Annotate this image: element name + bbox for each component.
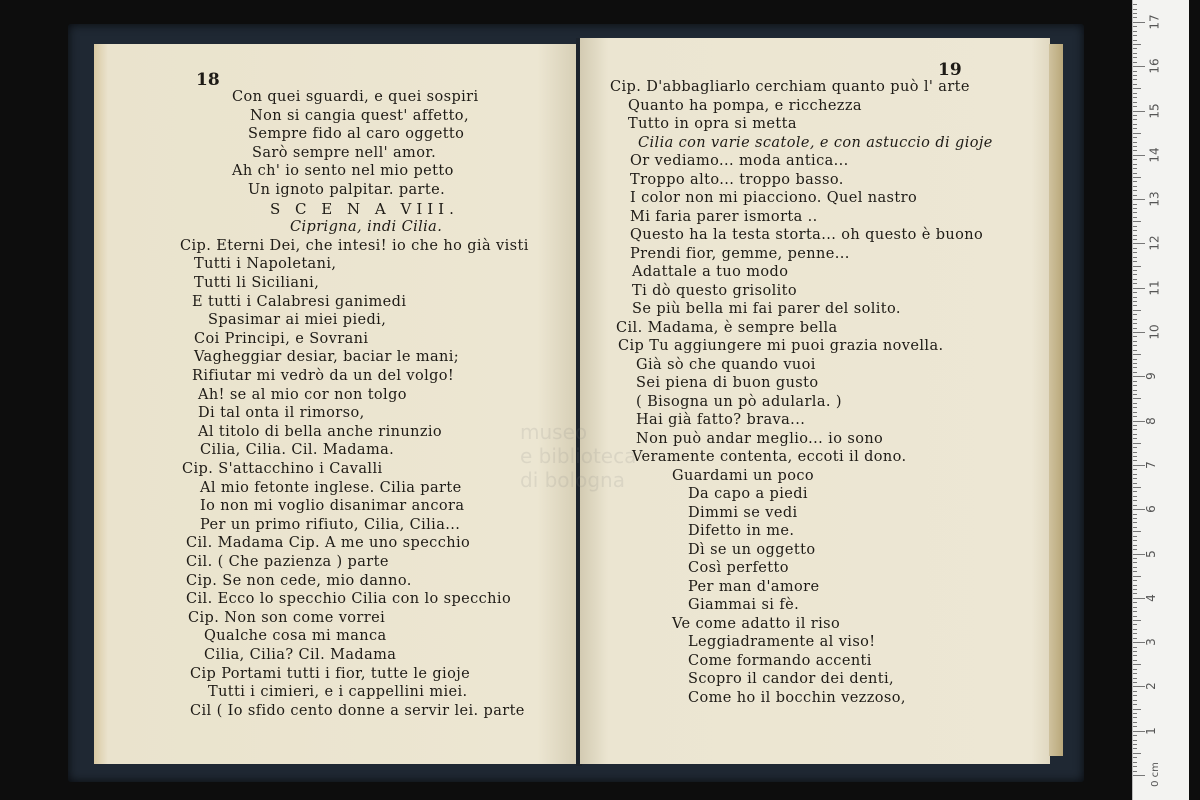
text-line: Prendi fior, gemme, penne...	[630, 245, 850, 262]
ruler-tick	[1133, 190, 1137, 191]
ruler-tick	[1133, 438, 1137, 439]
ruler-tick	[1133, 212, 1137, 213]
text-line: Mi faria parer ismorta ..	[630, 208, 818, 225]
ruler-tick	[1133, 350, 1137, 351]
ruler-tick	[1133, 128, 1137, 129]
ruler-tick	[1133, 647, 1137, 648]
ruler-tick	[1133, 522, 1137, 523]
text-line: Sempre fido al caro oggetto	[248, 126, 465, 143]
ruler-number: 1	[1143, 726, 1158, 735]
text-line: Giammai si fè.	[688, 597, 800, 613]
text-line: Cil. Ecco lo specchio Cilia con lo specchio	[186, 591, 512, 608]
ruler-tick	[1133, 607, 1137, 608]
ruler-tick	[1133, 119, 1137, 120]
text-line: Coi Principi, e Sovrani	[194, 330, 369, 347]
ruler-tick	[1133, 740, 1137, 741]
ruler-tick	[1133, 88, 1141, 89]
ruler-tick	[1133, 669, 1137, 670]
text-line: Al mio fetonte inglese. Cilia parte	[200, 479, 462, 496]
ruler-tick	[1133, 323, 1137, 324]
ruler-tick	[1133, 9, 1137, 10]
text-line: I color non mi piacciono. Quel nastro	[630, 190, 918, 206]
ruler-tick	[1133, 314, 1137, 315]
text-line: Non si cangia quest' affetto,	[250, 107, 469, 124]
ruler-tick	[1133, 186, 1137, 187]
text-line: Cilia con varie scatole, e con astuccio di gioje	[638, 134, 993, 151]
ruler-tick	[1133, 611, 1137, 612]
ruler-tick	[1133, 75, 1137, 76]
ruler-tick	[1133, 332, 1145, 333]
ruler-tick	[1133, 208, 1137, 209]
ruler-number: 3	[1143, 638, 1158, 646]
page-edges	[1049, 44, 1063, 756]
ruler-tick	[1133, 31, 1137, 32]
ruler-tick	[1133, 571, 1137, 572]
ruler-number: 17	[1147, 14, 1162, 30]
ruler-tick	[1133, 678, 1137, 679]
ruler-number: 10	[1147, 324, 1162, 340]
ruler-number: 9	[1143, 372, 1158, 381]
ruler-tick	[1133, 48, 1137, 49]
ruler-tick	[1133, 173, 1137, 174]
ruler-tick	[1133, 367, 1137, 368]
text-line: Sarò sempre nell' amor.	[252, 144, 437, 161]
ruler-tick	[1133, 496, 1137, 497]
watermark-line: di bologna	[520, 468, 625, 492]
ruler-tick	[1133, 514, 1137, 515]
ruler-number: 5	[1143, 549, 1158, 558]
ruler-tick	[1133, 261, 1137, 262]
ruler-number: 2	[1143, 682, 1158, 691]
ruler-tick	[1133, 230, 1137, 231]
ruler-tick	[1133, 762, 1137, 763]
ruler-number: 14	[1147, 147, 1162, 163]
ruler-tick	[1133, 695, 1137, 696]
text-line: Guardami un poco	[672, 467, 814, 484]
ruler-tick	[1133, 341, 1137, 342]
text-line: Leggiadramente al viso!	[688, 634, 876, 650]
ruler-tick	[1133, 456, 1137, 457]
ruler-tick	[1133, 13, 1137, 14]
ruler-tick	[1133, 385, 1137, 386]
text-line: Or vediamo... moda antica...	[630, 153, 849, 169]
ruler-tick	[1133, 717, 1137, 718]
text-line: Veramente contenta, eccoti il dono.	[632, 449, 907, 465]
page-number: 18	[196, 70, 220, 90]
ruler-tick	[1133, 664, 1141, 665]
ruler-tick	[1133, 726, 1137, 727]
text-line: Troppo alto... troppo basso.	[630, 171, 844, 188]
ruler-tick	[1133, 106, 1137, 107]
text-line: Cip. D'abbagliarlo cerchiam quanto può l' arte	[610, 79, 970, 95]
ruler-tick	[1133, 567, 1137, 568]
text-line: Con quei sguardi, e quei sospiri	[232, 89, 479, 105]
text-line: Hai già fatto? brava...	[636, 412, 806, 428]
ruler-tick	[1133, 35, 1137, 36]
ruler-tick	[1133, 336, 1137, 337]
text-line: Adattale a tuo modo	[632, 264, 789, 280]
ruler-tick	[1133, 624, 1137, 625]
text-line: Cil. Madama Cip. A me uno specchio	[186, 535, 471, 552]
ruler-tick	[1133, 704, 1137, 705]
ruler-tick	[1133, 558, 1137, 559]
ruler-tick	[1133, 580, 1137, 581]
ruler-tick	[1133, 487, 1141, 488]
ruler-tick	[1133, 62, 1137, 63]
text-line: Vagheggiar desiar, baciar le mani;	[194, 349, 460, 366]
ruler-tick	[1133, 562, 1137, 563]
ruler-tick	[1133, 221, 1141, 222]
ruler-tick	[1133, 505, 1137, 506]
ruler-tick	[1133, 722, 1137, 723]
text-line: Difetto in me.	[688, 523, 795, 539]
ruler-tick	[1133, 394, 1137, 395]
ruler-tick	[1133, 71, 1137, 72]
ruler-tick	[1133, 775, 1145, 776]
measurement-ruler	[1132, 0, 1189, 800]
text-line: Ah! se al mio cor non tolgo	[198, 386, 407, 403]
text-line: Come ho il bocchin vezzoso,	[688, 689, 906, 706]
text-line: Cip. Eterni Dei, che intesi! io che ho già visti	[180, 237, 529, 254]
ruler-tick	[1133, 310, 1141, 311]
text-line: Sei piena di buon gusto	[636, 375, 819, 391]
ruler-tick	[1133, 124, 1137, 125]
ruler-tick	[1133, 602, 1137, 603]
ruler-tick	[1133, 735, 1137, 736]
ruler-tick	[1133, 748, 1137, 749]
ruler-tick	[1133, 44, 1141, 45]
ruler-tick	[1133, 217, 1137, 218]
text-line: Un ignoto palpitar. parte.	[248, 182, 446, 198]
ruler-tick	[1133, 66, 1145, 67]
ruler-tick	[1133, 416, 1137, 417]
ruler-tick	[1133, 709, 1141, 710]
ruler-tick	[1133, 168, 1137, 169]
ruler-tick	[1133, 585, 1137, 586]
ruler-number: 8	[1143, 416, 1158, 425]
ruler-tick	[1133, 257, 1137, 258]
ruler-tick	[1133, 434, 1137, 435]
ruler-tick	[1133, 270, 1137, 271]
text-line: Cilia, Cilia? Cil. Madama	[204, 647, 397, 663]
ruler-tick	[1133, 691, 1137, 692]
ruler-tick	[1133, 483, 1137, 484]
ruler-tick	[1133, 111, 1145, 112]
text-line: Tutto in opra si metta	[628, 116, 797, 132]
text-line: Quanto ha pompa, e ricchezza	[628, 97, 862, 114]
text-line: Tutti li Siciliani,	[194, 275, 320, 291]
ruler-tick	[1133, 593, 1137, 594]
ruler-tick	[1133, 279, 1137, 280]
ruler-tick	[1133, 301, 1137, 302]
text-line: Dì se un oggetto	[688, 541, 816, 558]
ruler-tick	[1133, 633, 1137, 634]
ruler-tick	[1133, 651, 1137, 652]
ruler-tick	[1133, 4, 1137, 5]
ruler-tick	[1133, 354, 1141, 355]
ruler-tick	[1133, 248, 1137, 249]
ruler-tick	[1133, 133, 1141, 134]
ruler-tick	[1133, 328, 1137, 329]
ruler-tick	[1133, 239, 1137, 240]
ruler-tick	[1133, 97, 1137, 98]
ruler-tick	[1133, 673, 1137, 674]
ruler-tick	[1133, 146, 1137, 147]
text-line: Rifiutar mi vedrò da un del volgo!	[192, 368, 455, 384]
text-line: Cil ( Io sfido cento donne a servir lei. parte	[190, 702, 525, 719]
text-line: Ah ch' io sento nel mio petto	[232, 163, 454, 180]
watermark	[520, 420, 690, 530]
ruler-number: 6	[1143, 505, 1158, 514]
ruler-tick	[1133, 757, 1137, 758]
ruler-tick	[1133, 474, 1137, 475]
ruler-tick	[1133, 536, 1137, 537]
ruler-tick	[1133, 288, 1145, 289]
text-line: Di tal onta il rimorso,	[198, 405, 365, 422]
ruler-tick	[1133, 22, 1145, 23]
ruler-tick	[1133, 292, 1137, 293]
ruler-tick	[1133, 398, 1141, 399]
text-line: Qualche cosa mi manca	[204, 628, 387, 645]
ruler-tick	[1133, 447, 1137, 448]
ruler-tick	[1133, 744, 1137, 745]
ruler-tick	[1133, 115, 1137, 116]
ruler-tick	[1133, 549, 1137, 550]
ruler-number: 16	[1147, 58, 1162, 74]
text-line: Io non mi voglio disanimar ancora	[200, 498, 465, 515]
text-line: Scopro il candor dei denti,	[688, 671, 895, 687]
ruler-tick	[1133, 363, 1137, 364]
ruler-number: 15	[1147, 102, 1162, 119]
ruler-tick	[1133, 243, 1145, 244]
ruler-tick	[1133, 199, 1145, 200]
text-line: Per man d'amore	[688, 578, 820, 595]
ruler-tick	[1133, 17, 1137, 18]
text-line: Dimmi se vedi	[688, 504, 798, 521]
ruler-tick	[1133, 164, 1137, 165]
ruler-tick	[1133, 589, 1137, 590]
ruler-tick	[1133, 319, 1137, 320]
ruler-tick	[1133, 372, 1137, 373]
ruler-number: 11	[1147, 280, 1162, 296]
ruler-number: 7	[1143, 461, 1158, 469]
text-line: Cip Portami tutti i fior, tutte le gioje	[190, 665, 471, 682]
ruler-tick	[1133, 102, 1137, 103]
ruler-tick	[1133, 407, 1137, 408]
left-page	[94, 44, 576, 764]
ruler-tick	[1133, 204, 1137, 205]
ruler-tick	[1133, 766, 1137, 767]
ruler-tick	[1133, 252, 1137, 253]
ruler-unit: 0 cm	[1149, 762, 1161, 787]
text-line: Cilia, Cilia. Cil. Madama.	[200, 442, 395, 459]
ruler-tick	[1133, 638, 1137, 639]
ruler-tick	[1133, 620, 1141, 621]
text-line: Ciprigna, indi Cilia.	[290, 219, 443, 236]
ruler-tick	[1133, 660, 1137, 661]
ruler-tick	[1133, 655, 1137, 656]
ruler-tick	[1133, 469, 1137, 470]
text-line: E tutti i Calabresi ganimedi	[192, 293, 407, 310]
ruler-tick	[1133, 159, 1137, 160]
ruler-tick	[1133, 40, 1137, 41]
ruler-tick	[1133, 518, 1137, 519]
right-page	[580, 38, 1050, 764]
ruler-tick	[1133, 429, 1137, 430]
ruler-tick	[1133, 226, 1137, 227]
ruler-tick	[1133, 283, 1137, 284]
watermark-line: museo	[520, 420, 588, 444]
ruler-tick	[1133, 26, 1137, 27]
ruler-tick	[1133, 425, 1137, 426]
ruler-tick	[1133, 713, 1137, 714]
ruler-tick	[1133, 500, 1137, 501]
ruler-tick	[1133, 177, 1141, 178]
ruler-tick	[1133, 531, 1141, 532]
ruler-number: 13	[1147, 191, 1162, 207]
ruler-tick	[1133, 274, 1137, 275]
text-line: Spasimar ai miei piedi,	[208, 312, 387, 329]
ruler-tick	[1133, 155, 1145, 156]
text-line: Da capo a piedi	[688, 486, 808, 502]
ruler-tick	[1133, 771, 1137, 772]
text-line: Tutti i Napoletani,	[194, 256, 337, 273]
text-line: Ve come adatto il riso	[672, 615, 841, 632]
text-line: Per un primo rifiuto, Cilia, Cilia...	[200, 516, 461, 533]
ruler-tick	[1133, 142, 1137, 143]
ruler-tick	[1133, 84, 1137, 85]
ruler-tick	[1133, 150, 1137, 151]
ruler-tick	[1133, 381, 1137, 382]
page-number: 19	[938, 60, 962, 80]
ruler-tick	[1133, 527, 1137, 528]
ruler-tick	[1133, 545, 1137, 546]
ruler-tick	[1133, 576, 1141, 577]
text-line: ( Bisogna un pò adularla. )	[636, 393, 842, 410]
ruler-tick	[1133, 753, 1141, 754]
text-line: S C E N A VIII.	[270, 199, 459, 218]
ruler-number: 4	[1143, 593, 1158, 602]
text-line: Cip. Non son come vorrei	[188, 609, 386, 626]
ruler-tick	[1133, 195, 1137, 196]
text-line: Ti dò questo grisolito	[632, 282, 798, 299]
ruler-tick	[1133, 403, 1137, 404]
ruler-tick	[1133, 412, 1137, 413]
ruler-tick	[1133, 359, 1137, 360]
ruler-tick	[1133, 305, 1137, 306]
text-line: Cip Tu aggiungere mi puoi grazia novella.	[618, 338, 944, 354]
ruler-tick	[1133, 235, 1137, 236]
text-line: Tutti i cimieri, e i cappellini miei.	[208, 684, 468, 701]
text-line: Non può andar meglio... io sono	[636, 430, 884, 447]
ruler-tick	[1133, 345, 1137, 346]
ruler-tick	[1133, 181, 1137, 182]
watermark-line: e biblioteca	[520, 444, 637, 468]
text-line: Cip. Se non cede, mio danno.	[186, 572, 412, 589]
ruler-tick	[1133, 700, 1137, 701]
text-line: Cip. S'attacchino i Cavalli	[182, 461, 383, 477]
text-line: Già sò che quando vuoi	[636, 356, 816, 373]
ruler-tick	[1133, 93, 1137, 94]
ruler-tick	[1133, 616, 1137, 617]
ruler-tick	[1133, 629, 1137, 630]
ruler-tick	[1133, 390, 1137, 391]
text-line: Come formando accenti	[688, 652, 872, 669]
ruler-tick	[1133, 266, 1141, 267]
ruler-tick	[1133, 79, 1137, 80]
ruler-tick	[1133, 682, 1137, 683]
text-line: Cil. ( Che pazienza ) parte	[186, 554, 389, 570]
text-line: Questo ha la testa storta... oh questo è buono	[630, 227, 984, 243]
ruler-number: 12	[1147, 235, 1162, 252]
text-line: Cil. Madama, è sempre bella	[616, 319, 838, 336]
ruler-tick	[1133, 53, 1137, 54]
text-line: Così perfetto	[688, 560, 789, 576]
ruler-tick	[1133, 491, 1137, 492]
ruler-tick	[1133, 297, 1137, 298]
ruler-tick	[1133, 443, 1141, 444]
text-line: Se più bella mi fai parer del solito.	[632, 301, 901, 317]
ruler-tick	[1133, 540, 1137, 541]
ruler-tick	[1133, 452, 1137, 453]
text-line: Al titolo di bella anche rinunzio	[198, 423, 443, 440]
ruler-tick	[1133, 57, 1137, 58]
ruler-tick	[1133, 478, 1137, 479]
ruler-tick	[1133, 460, 1137, 461]
ruler-tick	[1133, 137, 1137, 138]
